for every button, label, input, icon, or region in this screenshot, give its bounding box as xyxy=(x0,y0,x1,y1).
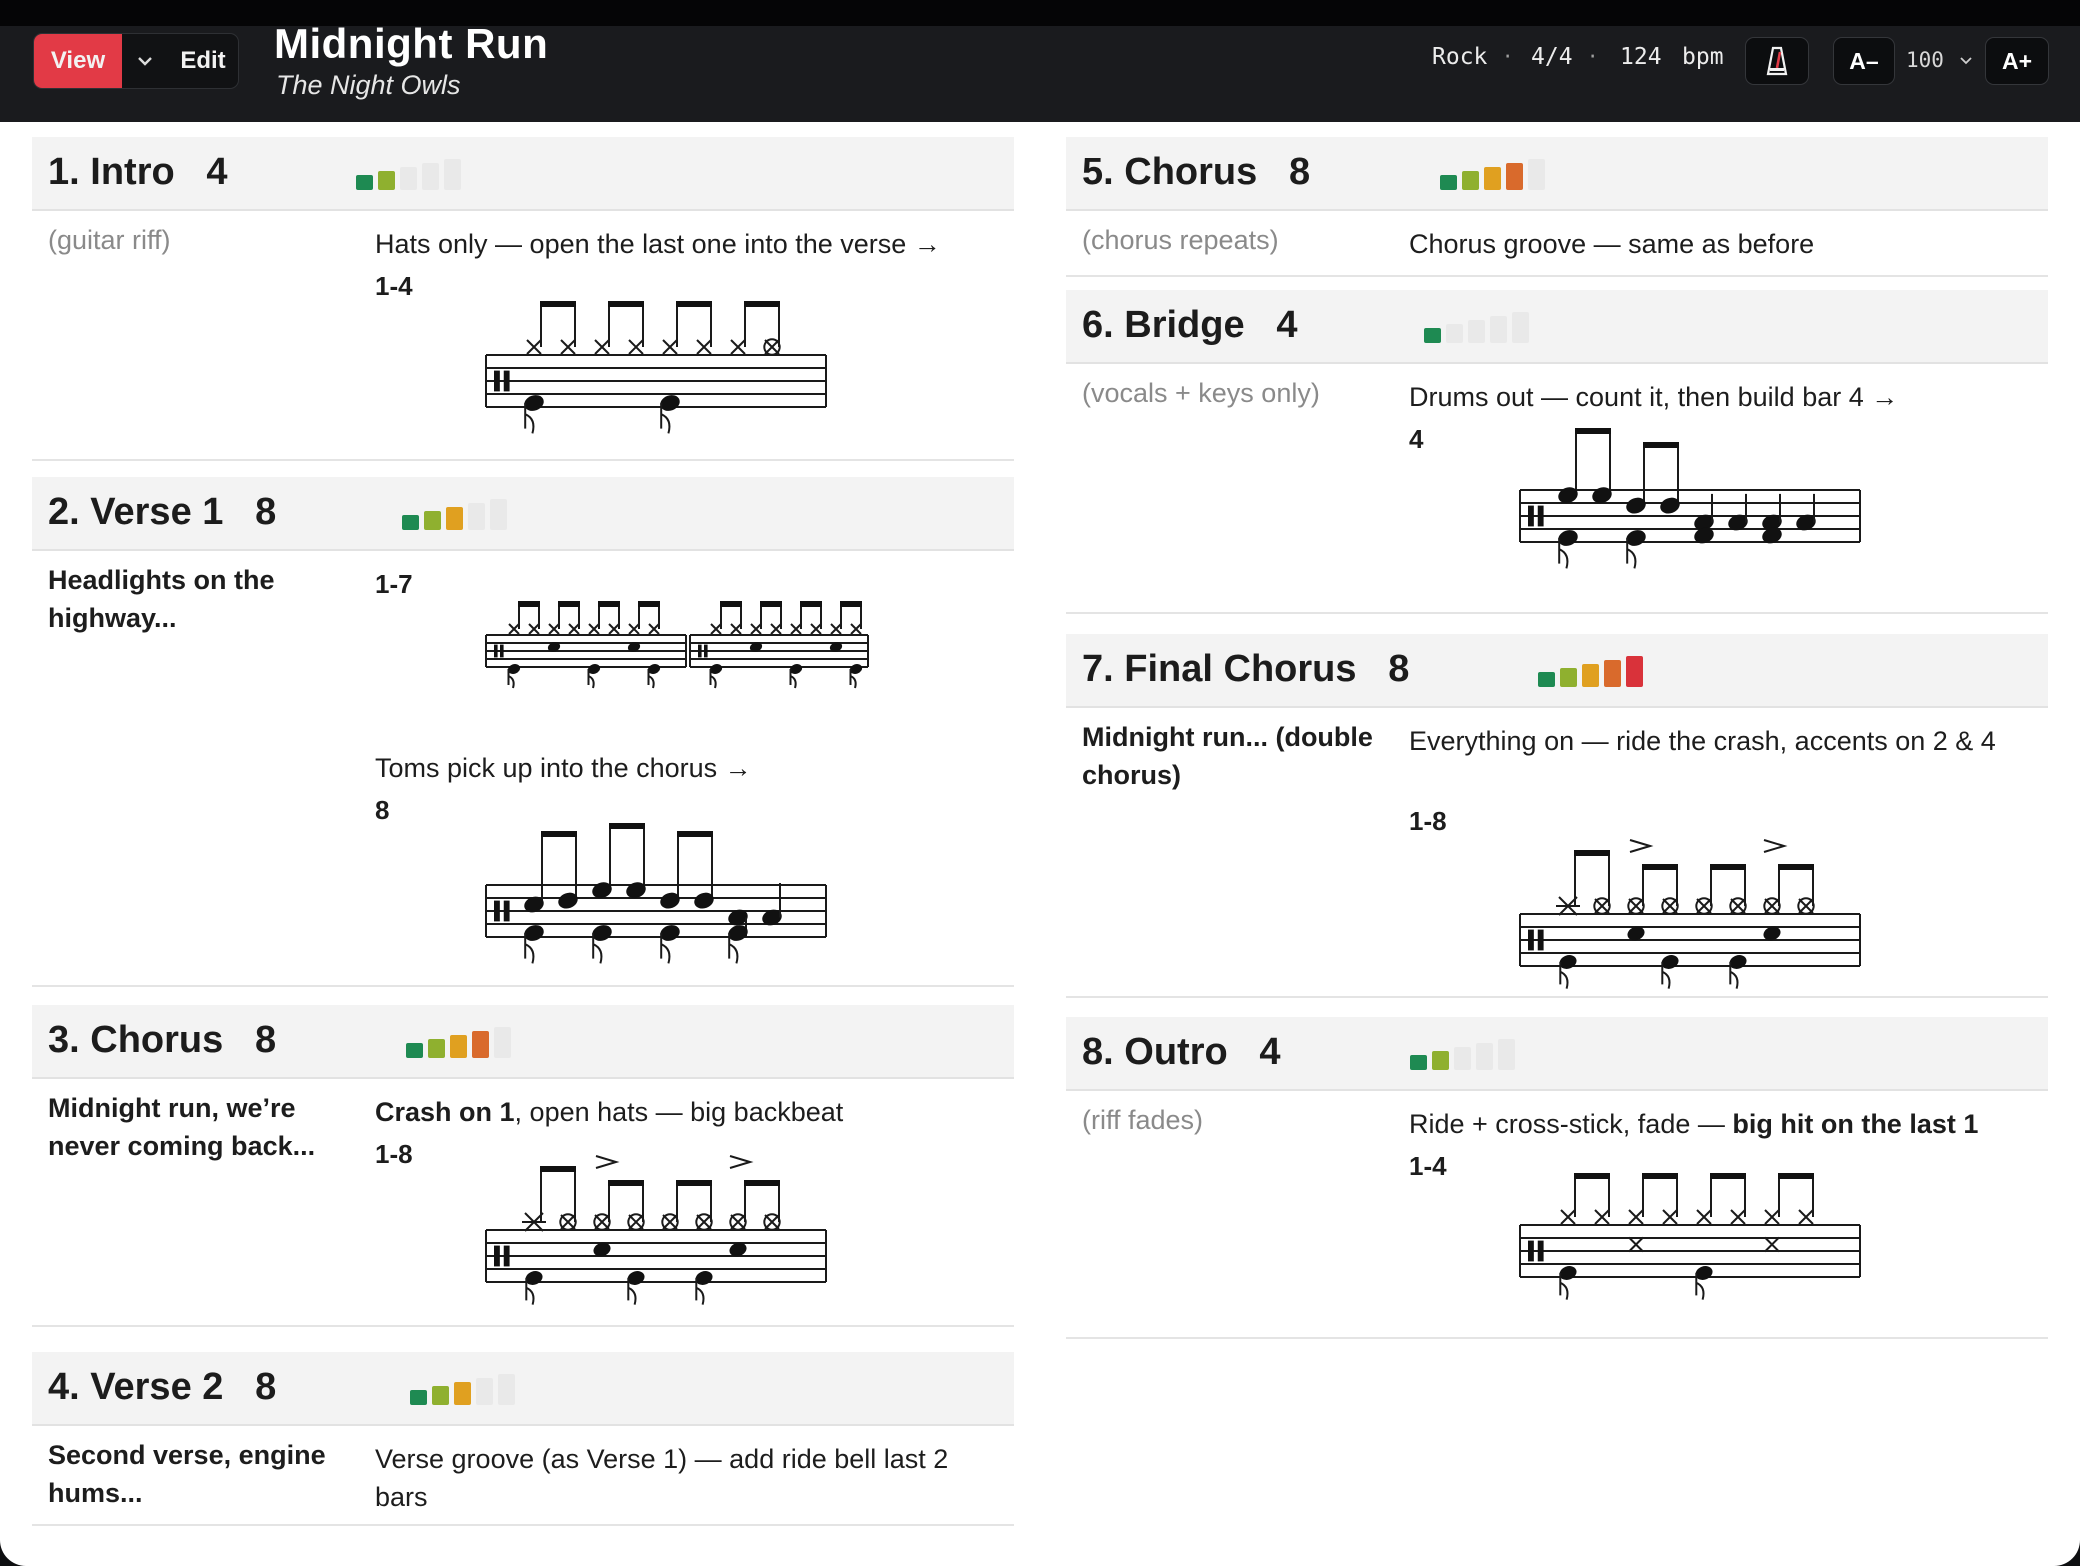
energy-segment xyxy=(1506,163,1523,190)
energy-segment xyxy=(356,175,373,190)
section-chorus xyxy=(32,1005,1014,1327)
song-title: Midnight Run xyxy=(274,20,549,67)
section-lyric: (vocals + keys only) xyxy=(1082,378,1320,408)
energy-segment xyxy=(1432,1051,1449,1070)
section-chorus-repeat xyxy=(1066,137,2048,277)
tempo-unit: bpm xyxy=(1682,44,1724,70)
section-header xyxy=(32,477,1014,551)
drum-notation xyxy=(486,1130,986,1320)
time-signature: 4/4 xyxy=(1531,44,1573,70)
drum-notation xyxy=(1520,794,2020,994)
section-bars: 4 xyxy=(1259,1031,1281,1073)
energy-segment xyxy=(1468,320,1485,343)
energy-segment xyxy=(1538,672,1555,687)
section-note: Crash on 1, open hats — big backbeat xyxy=(375,1097,844,1127)
section-lyric: (guitar riff) xyxy=(48,225,171,255)
energy-segment xyxy=(494,1027,511,1058)
section-verse-1 xyxy=(32,477,1014,987)
energy-meter xyxy=(410,1374,520,1405)
energy-segment xyxy=(378,171,395,190)
section-bars: 8 xyxy=(254,1019,277,1061)
section-title: 3. Chorus 8 xyxy=(48,1019,277,1061)
energy-segment xyxy=(1528,159,1545,190)
font-larger-button[interactable]: A+ xyxy=(1985,37,2049,85)
chevron-down-icon xyxy=(1960,57,1972,65)
energy-segment xyxy=(402,515,419,530)
section-bars: 4 xyxy=(206,151,228,193)
energy-segment xyxy=(424,511,441,530)
view-mode-button[interactable]: View xyxy=(34,34,122,88)
section-lyric: Headlights on the highway... xyxy=(48,565,275,633)
drum-notation xyxy=(486,285,986,455)
chevron-down-icon[interactable] xyxy=(122,34,168,88)
energy-meter xyxy=(1424,312,1534,343)
section-note: Verse groove (as Verse 1) — add ride bell last 2 bars xyxy=(375,1444,949,1512)
section-lyric: Second verse, engine hums... xyxy=(48,1440,326,1508)
energy-segment xyxy=(406,1043,423,1058)
energy-segment xyxy=(400,167,417,190)
energy-segment xyxy=(468,503,485,530)
section-intro xyxy=(32,137,1014,461)
energy-segment xyxy=(1490,316,1507,343)
section-bars: 8 xyxy=(1388,648,1410,690)
section-note: Toms pick up into the chorus → xyxy=(375,753,752,783)
section-lyric: Midnight run... (double chorus) xyxy=(1082,722,1373,790)
energy-meter xyxy=(1440,159,1550,190)
tempo-value: 124 xyxy=(1620,44,1662,70)
section-title: 5. Chorus 8 xyxy=(1082,151,1311,193)
section-header xyxy=(1066,1017,2048,1091)
energy-segment xyxy=(1424,328,1441,343)
energy-segment xyxy=(454,1382,471,1405)
energy-segment xyxy=(1560,668,1577,687)
bar-range: 1-8 xyxy=(1409,806,1447,836)
metronome-button[interactable] xyxy=(1745,37,1809,85)
energy-meter xyxy=(402,499,512,530)
energy-segment xyxy=(1484,167,1501,190)
bar-range: 1-4 xyxy=(375,271,413,301)
energy-segment xyxy=(446,507,463,530)
section-title: 2. Verse 1 8 xyxy=(48,491,277,533)
section-header xyxy=(32,1352,1014,1426)
section-title: 1. Intro 4 xyxy=(48,151,228,193)
energy-meter xyxy=(356,159,466,190)
zoom-value: 100 xyxy=(1906,48,1944,72)
energy-segment xyxy=(1410,1055,1427,1070)
song-artist: The Night Owls xyxy=(276,70,461,100)
energy-meter xyxy=(1410,1039,1520,1070)
energy-segment xyxy=(1446,324,1463,343)
energy-segment xyxy=(1626,656,1643,687)
mode-switch xyxy=(33,33,239,89)
section-note: Everything on — ride the crash, accents on 2 & 4 xyxy=(1409,726,1996,756)
energy-segment xyxy=(450,1035,467,1058)
drum-notation xyxy=(486,815,986,975)
energy-segment xyxy=(432,1386,449,1405)
section-note: Drums out — count it, then build bar 4 → xyxy=(1409,382,1899,412)
style-label: Rock xyxy=(1432,44,1488,70)
bar-range: 1-8 xyxy=(375,1139,413,1169)
drum-notation xyxy=(1520,430,2020,600)
separator-dot: · xyxy=(1589,44,1597,70)
energy-segment xyxy=(498,1374,515,1405)
section-title: 4. Verse 2 8 xyxy=(48,1366,277,1408)
energy-segment xyxy=(1604,660,1621,687)
energy-segment xyxy=(1476,1043,1493,1070)
section-final-chorus xyxy=(1066,634,2048,998)
section-bridge xyxy=(1066,290,2048,614)
energy-segment xyxy=(1582,664,1599,687)
energy-meter xyxy=(406,1027,516,1058)
energy-segment xyxy=(490,499,507,530)
bar-range: 8 xyxy=(375,795,390,825)
energy-segment xyxy=(1454,1047,1471,1070)
section-header xyxy=(32,137,1014,211)
section-lyric: (chorus repeats) xyxy=(1082,225,1279,255)
section-title: 8. Outro 4 xyxy=(1082,1031,1281,1073)
section-note: Chorus groove — same as before xyxy=(1409,229,1815,259)
edit-mode-button[interactable]: Edit xyxy=(180,47,226,74)
bar-range: 1-4 xyxy=(1409,1151,1447,1181)
drum-notation xyxy=(486,595,1026,715)
section-title: 6. Bridge 4 xyxy=(1082,304,1298,346)
section-lyric: Midnight run, we’re never coming back... xyxy=(48,1093,316,1161)
top-toolbar xyxy=(0,0,2080,122)
energy-segment xyxy=(428,1039,445,1058)
energy-segment xyxy=(422,163,439,190)
energy-segment xyxy=(444,159,461,190)
chart-sheet xyxy=(0,122,2080,1566)
section-header xyxy=(1066,290,2048,364)
energy-segment xyxy=(1440,175,1457,190)
energy-segment xyxy=(1462,171,1479,190)
section-bars: 4 xyxy=(1276,304,1298,346)
section-header xyxy=(1066,137,2048,211)
bar-range: 4 xyxy=(1409,424,1424,454)
section-header xyxy=(32,1005,1014,1079)
energy-segment xyxy=(472,1031,489,1058)
section-note: Ride + cross-stick, fade — big hit on the last 1 xyxy=(1409,1109,1979,1139)
metronome-icon xyxy=(1766,46,1788,76)
zoom-select[interactable] xyxy=(1906,48,1972,72)
section-bars: 8 xyxy=(255,1366,277,1408)
section-bars: 8 xyxy=(1288,151,1311,193)
drum-notation xyxy=(1520,1159,2020,1329)
section-note: Hats only — open the last one into the verse → xyxy=(375,229,941,259)
energy-segment xyxy=(1498,1039,1515,1070)
section-bars: 8 xyxy=(255,491,277,533)
section-title: 7. Final Chorus 8 xyxy=(1082,648,1410,690)
bar-range: 1-7 xyxy=(375,569,413,599)
energy-segment xyxy=(410,1390,427,1405)
energy-segment xyxy=(476,1378,493,1405)
energy-segment xyxy=(1512,312,1529,343)
section-lyric: (riff fades) xyxy=(1082,1105,1204,1135)
section-header xyxy=(1066,634,2048,708)
section-outro xyxy=(1066,1017,2048,1339)
separator-dot: · xyxy=(1504,44,1512,70)
energy-meter xyxy=(1538,656,1648,687)
section-verse-2 xyxy=(32,1352,1014,1526)
font-smaller-button[interactable]: A– xyxy=(1833,37,1895,85)
